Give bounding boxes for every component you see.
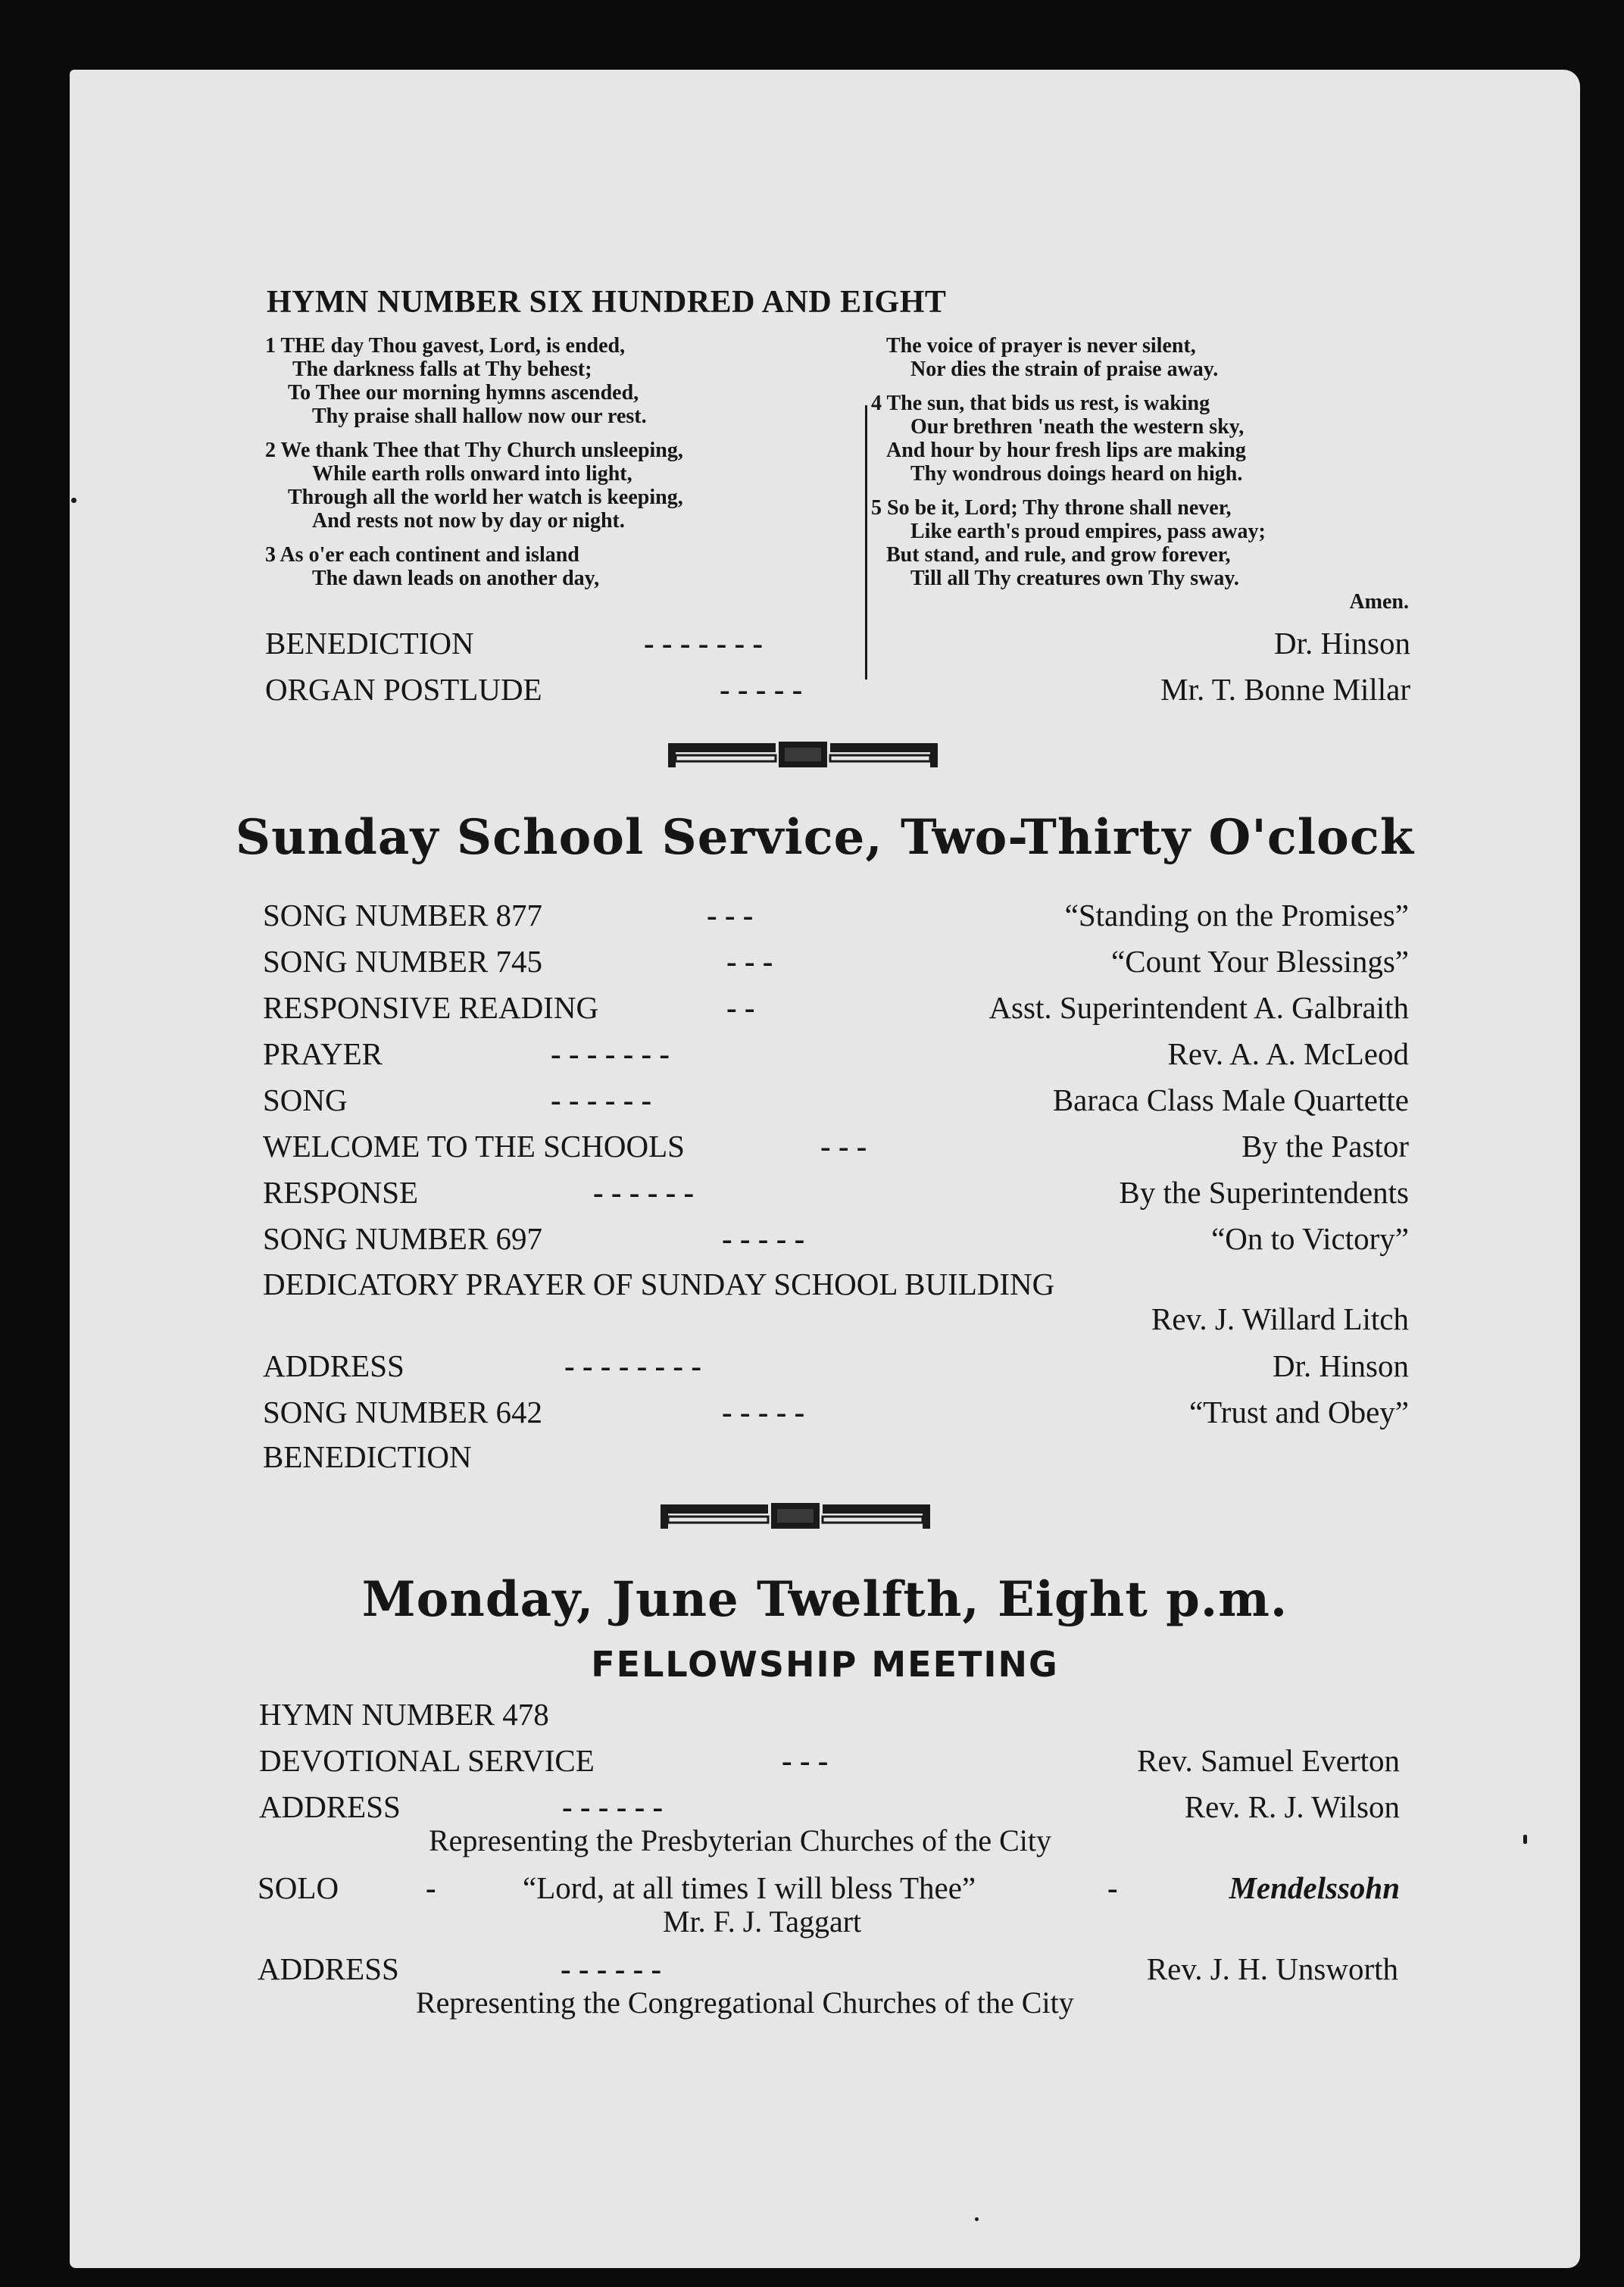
row-label: DEVOTIONAL SERVICE — [259, 1743, 595, 1778]
section-heading-sunday-school: Sunday School Service, Two-Thirty O'clock — [235, 809, 1415, 866]
program-row — [259, 1787, 1400, 1826]
program-row — [263, 1346, 1409, 1386]
row-dashes: - - - — [820, 1129, 867, 1164]
row-performer: “On to Victory” — [1211, 1221, 1409, 1256]
benediction-label: BENEDICTION — [263, 1439, 472, 1474]
row-label: SONG NUMBER 745 — [263, 944, 543, 979]
row-dashes: - - - — [726, 944, 773, 979]
hymn-line: Our brethren 'neath the western sky, — [910, 415, 1245, 439]
ornamental-divider — [657, 1500, 933, 1533]
row-label: RESPONSE — [263, 1175, 419, 1210]
hymn-line: 1 THE day Thou gavest, Lord, is ended, — [265, 334, 626, 358]
ornamental-divider — [665, 739, 941, 772]
dedicatory-prayer-label: DEDICATORY PRAYER OF SUNDAY SCHOOL BUILDING — [263, 1267, 1055, 1301]
row-dashes: - - - - - - - - — [564, 1348, 701, 1383]
hymn-line: Like earth's proud empires, pass away; — [910, 520, 1266, 543]
row-dashes: - - — [726, 990, 755, 1025]
program-row — [263, 1173, 1409, 1212]
row-dashes: - - - - - — [722, 1221, 805, 1256]
hymn-line: Thy praise shall hallow now our rest. — [312, 405, 647, 428]
row-dashes: - - - — [707, 898, 754, 933]
address-note: Representing the Presbyterian Churches of the City — [429, 1823, 1052, 1857]
row-performer: Rev. Samuel Everton — [1137, 1743, 1400, 1778]
solo-performer: Mr. F. J. Taggart — [663, 1904, 862, 1939]
scan-speck — [975, 2217, 979, 2221]
program-row — [265, 670, 1410, 709]
hymn-line: While earth rolls onward into light, — [312, 462, 632, 486]
dedicatory-prayer-by: Rev. J. Willard Litch — [1151, 1301, 1409, 1336]
hymn-line: Through all the world her watch is keeping, — [288, 486, 683, 509]
hymn-line: The darkness falls at Thy behest; — [292, 358, 592, 381]
row-dashes: - - - - - - - — [551, 1036, 670, 1071]
section-subheading-fellowship: FELLOWSHIP MEETING — [591, 1644, 1059, 1685]
row-dashes: - — [426, 1870, 436, 1905]
row-performer: By the Superintendents — [1119, 1175, 1409, 1210]
row-dashes: - - - - - - — [561, 1951, 662, 1986]
row-label: ADDRESS — [263, 1348, 404, 1383]
row-performer: Dr. Hinson — [1273, 1348, 1409, 1383]
hymn-line: 5 So be it, Lord; Thy throne shall never, — [871, 496, 1232, 520]
row-performer: Rev. J. H. Unsworth — [1146, 1951, 1398, 1986]
row-label: SOLO — [258, 1870, 339, 1905]
hymn-line: Nor dies the strain of praise away. — [910, 358, 1219, 381]
section-heading-monday: Monday, June Twelfth, Eight p.m. — [361, 1571, 1288, 1628]
row-dashes: - - - - - - — [562, 1789, 664, 1824]
program-row — [263, 1219, 1409, 1258]
solo-title: “Lord, at all times I will bless Thee” — [523, 1870, 976, 1905]
hymn-amen: Amen. — [1349, 590, 1409, 614]
row-performer: Rev. R. J. Wilson — [1184, 1789, 1400, 1824]
hymn-line: Till all Thy creatures own Thy sway. — [910, 567, 1239, 590]
row-performer: By the Pastor — [1241, 1129, 1409, 1164]
program-row — [258, 1949, 1398, 1989]
row-performer: Asst. Superintendent A. Galbraith — [988, 990, 1409, 1025]
row-performer: Rev. A. A. McLeod — [1167, 1036, 1409, 1071]
row-dashes: - - - - - — [720, 672, 803, 707]
row-label: ADDRESS — [259, 1789, 401, 1824]
hymn-line: Thy wondrous doings heard on high. — [910, 462, 1243, 486]
address-note: Representing the Congregational Churches of the City — [416, 1986, 1074, 2020]
program-row — [263, 1126, 1409, 1166]
row-label: ORGAN POSTLUDE — [265, 672, 542, 707]
row-label: SONG NUMBER 877 — [263, 898, 543, 933]
hymn-right-column — [871, 334, 1409, 614]
hymn-line: 3 As o'er each continent and island — [265, 543, 579, 567]
hymn-number-label: HYMN NUMBER 478 — [259, 1697, 549, 1732]
program-row — [259, 1741, 1400, 1780]
program-row — [263, 942, 1409, 981]
row-performer: Baraca Class Male Quartette — [1052, 1083, 1409, 1117]
program-page — [70, 70, 1580, 2268]
program-row — [263, 988, 1409, 1027]
row-dashes: - - - - - — [722, 1395, 805, 1429]
hymn-line: The voice of prayer is never silent, — [886, 334, 1196, 358]
scan-speck — [71, 498, 77, 503]
program-row — [263, 895, 1409, 935]
row-label: RESPONSIVE READING — [263, 990, 599, 1025]
row-dashes: - - - - - - — [593, 1175, 695, 1210]
hymn-line: To Thee our morning hymns ascended, — [288, 381, 639, 405]
hymn-title: HYMN NUMBER SIX HUNDRED AND EIGHT — [267, 285, 947, 320]
hymn-line: And rests not now by day or night. — [312, 509, 625, 533]
hymn-line: The dawn leads on another day, — [312, 567, 600, 590]
row-label: SONG NUMBER 642 — [263, 1395, 543, 1429]
row-label: BENEDICTION — [265, 626, 474, 661]
row-label: ADDRESS — [258, 1951, 399, 1986]
program-row — [263, 1392, 1409, 1432]
row-dashes: - — [1107, 1870, 1118, 1905]
row-label: PRAYER — [263, 1036, 383, 1071]
row-dashes: - - - — [782, 1743, 829, 1778]
program-row — [263, 1080, 1409, 1120]
row-performer: Dr. Hinson — [1274, 626, 1410, 661]
hymn-line: And hour by hour fresh lips are making — [886, 439, 1246, 462]
hymn-left-column — [265, 334, 683, 590]
row-performer: “Trust and Obey” — [1188, 1395, 1409, 1429]
row-label: WELCOME TO THE SCHOOLS — [263, 1129, 685, 1164]
row-performer: Mr. T. Bonne Millar — [1160, 672, 1410, 707]
hymn-line: 4 The sun, that bids us rest, is waking — [871, 392, 1210, 415]
scan-speck — [1523, 1835, 1527, 1844]
row-dashes: - - - - - - — [551, 1083, 652, 1117]
hymn-line: 2 We thank Thee that Thy Church unsleeping, — [265, 439, 683, 462]
program-row — [263, 1034, 1409, 1073]
program-row — [265, 623, 1410, 663]
row-label: SONG NUMBER 697 — [263, 1221, 543, 1256]
hymn-line: But stand, and rule, and grow forever, — [886, 543, 1231, 567]
row-dashes: - - - - - - - — [644, 626, 764, 661]
row-performer: “Count Your Blessings” — [1111, 944, 1409, 979]
row-performer: “Standing on the Promises” — [1064, 898, 1409, 933]
solo-composer: Mendelssohn — [1229, 1870, 1400, 1905]
program-row-solo — [258, 1868, 1400, 1907]
row-label: SONG — [263, 1083, 348, 1117]
